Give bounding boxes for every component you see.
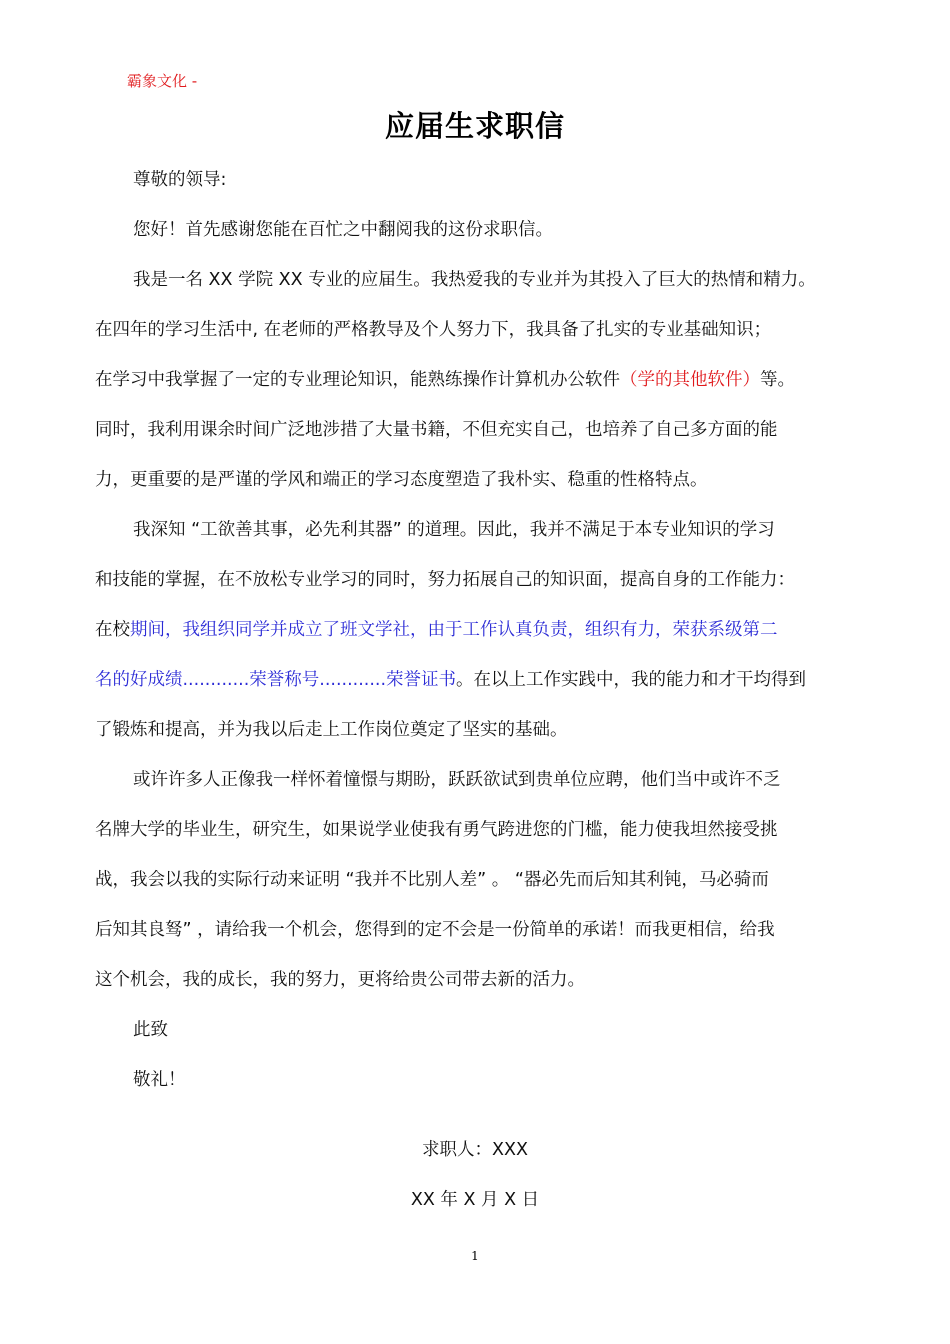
- paragraph-3-line-2: 名牌大学的毕业生，研究生，如果说学业使我有勇气跨进您的门槛，能力使我坦然接受挑: [95, 820, 778, 840]
- paragraph-2-line-2: 和技能的掌握，在不放松专业学习的同时，努力拓展自己的知识面，提高自身的工作能力：: [95, 570, 795, 590]
- closing-line-1: 此致: [133, 1020, 168, 1040]
- paragraph-1-text: 在学习中我掌握了一定的专业理论知识，能熟练操作计算机办公软件: [95, 370, 620, 390]
- signature: 求职人：XXX: [422, 1140, 528, 1160]
- highlight-other-software: （学的其他软件）: [620, 370, 760, 390]
- paragraph-1-line-2: 在四年的学习生活中, 在老师的严格教导及个人努力下，我具备了扎实的专业基础知识；: [95, 320, 772, 340]
- salutation: 尊敬的领导:: [133, 170, 227, 190]
- paragraph-2-line-5: 了锻炼和提高，并为我以后走上工作岗位奠定了坚实的基础。: [95, 720, 568, 740]
- highlight-honors: 名的好成绩............荣誉称号............荣誉证书: [95, 670, 457, 690]
- paragraph-2-line-1: 我深知 “工欲善其事，必先利其器” 的道理。因此，我并不满足于本专业知识的学习: [133, 520, 775, 540]
- paragraph-2-text-end: 。在以上工作实践中，我的能力和才干均得到: [456, 670, 807, 690]
- header-brand: 霸象文化 -: [127, 72, 198, 90]
- paragraph-1-line-3: [95, 355, 855, 405]
- paragraph-2-line-4: [95, 655, 855, 705]
- document-title: 应届生求职信: [384, 109, 565, 143]
- paragraph-3-line-5: 这个机会，我的成长，我的努力，更将给贵公司带去新的活力。: [95, 970, 585, 990]
- paragraph-1-line-4: 同时，我利用课余时间广泛地涉措了大量书籍，不但充实自己，也培养了自己多方面的能: [95, 420, 778, 440]
- paragraph-3-line-1: 或许许多人正像我一样怀着憧憬与期盼，跃跃欲试到贵单位应聘，他们当中或许不乏: [133, 770, 781, 790]
- paragraph-3-line-4: 后知其良驽” ，请给我一个机会，您得到的定不会是一份简单的承诺！而我更相信，给我: [95, 920, 775, 940]
- closing-line-2: 敬礼！: [133, 1070, 186, 1090]
- paragraph-1-line-5: 力，更重要的是严谨的学风和端正的学习态度塑造了我朴实、稳重的性格特点。: [95, 470, 708, 490]
- date: XX 年 X 月 X 日: [410, 1190, 540, 1210]
- paragraph-2-text: 在校: [95, 620, 130, 640]
- paragraph-2-line-3: [95, 605, 855, 655]
- paragraph-1-line-1: 我是一名 XX 学院 XX 专业的应届生。我热爱我的专业并为其投入了巨大的热情和精力。: [133, 270, 816, 290]
- paragraph-1-text-end: 等。: [760, 370, 795, 390]
- paragraph-3-line-3: 战，我会以我的实际行动来证明 “我并不比别人差” 。 “器必先而后知其利钝，马必骑而: [95, 870, 769, 890]
- greeting: 您好！首先感谢您能在百忙之中翻阅我的这份求职信。: [133, 220, 553, 240]
- page-number: 1: [471, 1249, 479, 1263]
- letter-body: [95, 155, 855, 1105]
- highlight-achievement: 期间，我组织同学并成立了班文学社，由于工作认真负责，组织有力，荣获系级第二: [130, 620, 778, 640]
